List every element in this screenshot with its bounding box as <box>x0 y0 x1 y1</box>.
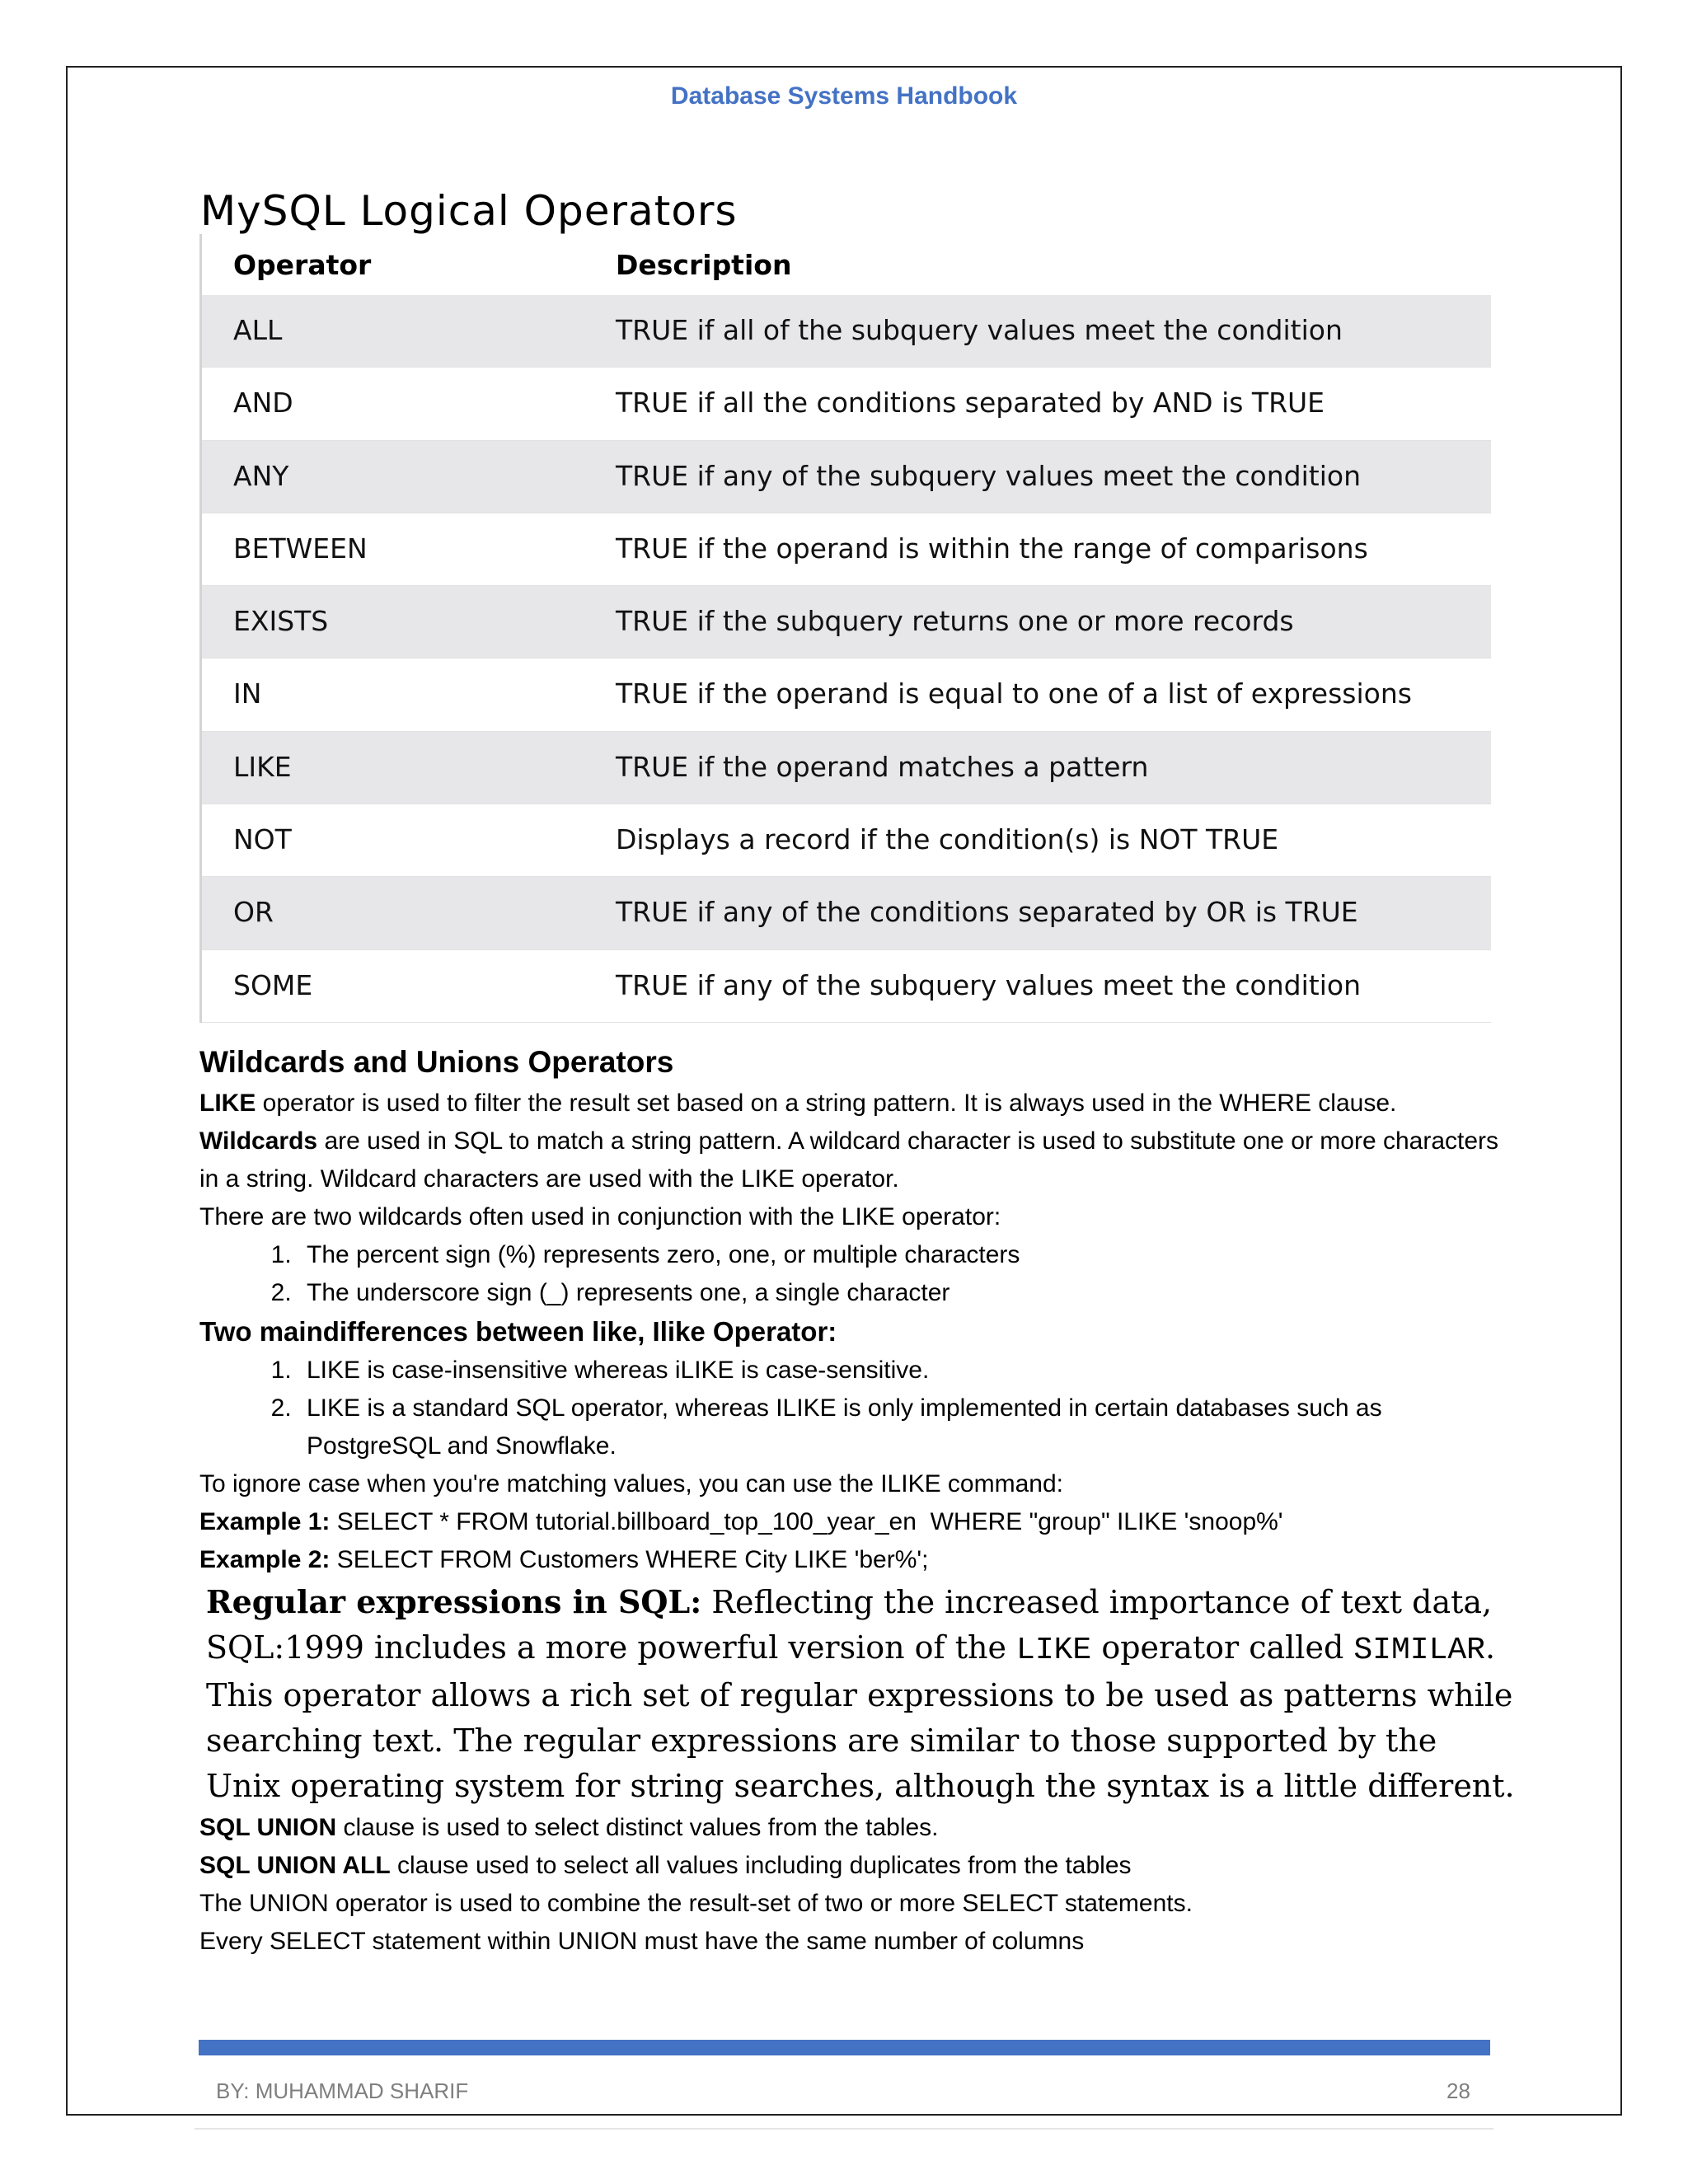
footer-author: BY: MUHAMMAD SHARIF <box>216 2079 469 2103</box>
operator-cell: BETWEEN <box>233 532 368 565</box>
paragraph-like: LIKE operator is used to filter the result set based on a string pattern. It is always used in the WHERE clause. <box>199 1090 1397 1117</box>
list-item: 1. LIKE is case-insensitive whereas iLIKE is case-sensitive. <box>298 1352 1518 1390</box>
description-cell: TRUE if the operand is within the range of comparisons <box>616 532 1368 565</box>
table-row <box>202 732 1491 804</box>
description-cell: TRUE if any of the subquery values meet the condition <box>616 459 1361 492</box>
regex-paragraph: Regular expressions in SQL: Reflecting the increased importance of text data, SQL:1999 includes a more powerful version of the LIKE operator called SIMILAR. This operator allows a rich set of regular expressions to be used as patterns while searching text. The regular expressions are similar to those supported by the Unix operating system for string searches, although the syntax is a little different. <box>206 1583 1515 1804</box>
operator-cell: ANY <box>233 459 289 492</box>
paragraph-union-all: SQL UNION ALL clause used to select all values including duplicates from the tables <box>199 1852 1132 1879</box>
table-header <box>202 234 1491 295</box>
description-cell: TRUE if the operand matches a pattern <box>616 750 1149 783</box>
table-row <box>202 295 1491 368</box>
column-header-description: Description <box>616 249 792 281</box>
operator-cell: LIKE <box>233 750 292 783</box>
column-header-operator: Operator <box>233 249 372 281</box>
body-content <box>199 1040 1518 1961</box>
paragraph-union: SQL UNION clause is used to select distinct values from the tables. <box>199 1814 939 1841</box>
paragraph-two-wildcards: There are two wildcards often used in conjunction with the LIKE operator: <box>199 1203 1001 1230</box>
description-cell: TRUE if any of the subquery values meet the condition <box>616 968 1361 1001</box>
description-cell: TRUE if all the conditions separated by AND is TRUE <box>616 387 1325 419</box>
paragraph-union-columns: Every SELECT statement within UNION must have the same number of columns <box>199 1928 1085 1955</box>
header-title: Database Systems Handbook <box>670 82 1018 110</box>
wildcard-list <box>199 1236 1518 1312</box>
table-title: MySQL Logical Operators <box>200 187 738 235</box>
table-row <box>202 513 1491 586</box>
bottom-divider <box>195 2128 1493 2130</box>
table-row <box>202 804 1491 877</box>
table-row <box>202 368 1491 440</box>
example-2: Example 2: SELECT FROM Customers WHERE City LIKE 'ber%'; <box>199 1546 929 1573</box>
operator-cell: NOT <box>233 823 292 856</box>
operators-table <box>199 234 1491 1023</box>
description-cell: TRUE if the operand is equal to one of a list of expressions <box>616 677 1412 710</box>
operator-cell: OR <box>233 896 274 929</box>
operator-cell: AND <box>233 387 293 419</box>
operator-cell: IN <box>233 677 262 710</box>
table-row <box>202 658 1491 731</box>
table-row <box>202 586 1491 658</box>
table-row <box>202 877 1491 949</box>
table-row <box>202 441 1491 513</box>
description-cell: TRUE if any of the conditions separated by OR is TRUE <box>616 896 1358 929</box>
description-cell: Displays a record if the condition(s) is NOT TRUE <box>616 823 1279 856</box>
table-row <box>202 950 1491 1023</box>
operator-cell: EXISTS <box>233 605 329 638</box>
page-number: 28 <box>1447 2079 1470 2103</box>
example-1: Example 1: SELECT * FROM tutorial.billboard_top_100_year_en WHERE "group" ILIKE 'snoop%' <box>199 1508 1283 1535</box>
list-item: 2. LIKE is a standard SQL operator, whereas ILIKE is only implemented in certain databases such as PostgreSQL and Snowflake. <box>298 1390 1518 1465</box>
footer-bar <box>199 2040 1490 2055</box>
section-heading-wildcards: Wildcards and Unions Operators <box>199 1045 674 1079</box>
section-heading-like-ilike: Two maindifferences between like, Ilike Operator: <box>199 1316 837 1347</box>
paragraph-wildcards: Wildcards are used in SQL to match a string pattern. A wildcard character is used to substitute one or more characters in a string. Wildcard characters are used with the LIKE operator. <box>199 1127 1499 1193</box>
paragraph-union-operator: The UNION operator is used to combine the result-set of two or more SELECT statements. <box>199 1890 1193 1917</box>
description-cell: TRUE if the subquery returns one or more records <box>616 605 1294 638</box>
paragraph-ignore-case: To ignore case when you're matching values, you can use the ILIKE command: <box>199 1470 1063 1497</box>
list-item: 1. The percent sign (%) represents zero, one, or multiple characters <box>298 1236 1518 1274</box>
differences-list <box>199 1352 1518 1465</box>
operator-cell: ALL <box>233 314 283 346</box>
operator-cell: SOME <box>233 968 313 1001</box>
list-item: 2. The underscore sign (_) represents one, a single character <box>298 1274 1518 1312</box>
description-cell: TRUE if all of the subquery values meet the condition <box>616 314 1343 346</box>
